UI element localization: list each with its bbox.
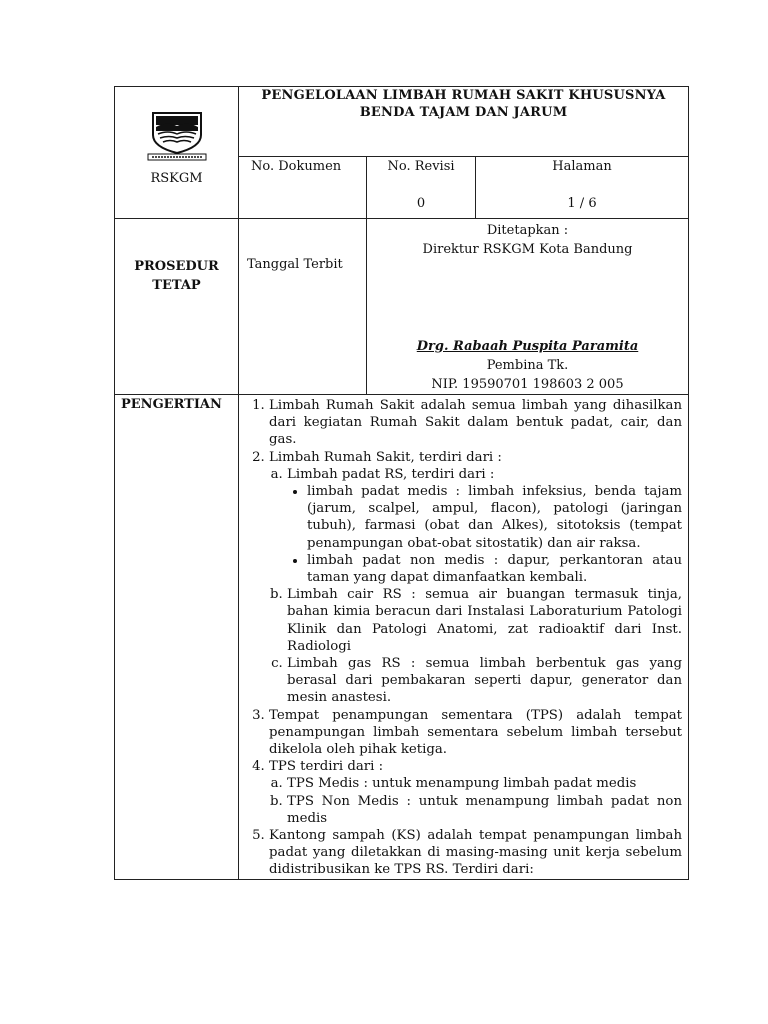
approval-cell: [367, 219, 689, 395]
sop-table: [114, 86, 689, 880]
definition-list: [245, 397, 682, 879]
prosedur-tetap-label: PROSEDUR TETAP: [115, 219, 239, 395]
list-item: c. Limbah gas RS : semua limbah berbentuk gas yang berasal dari pembakaran seperti dapur, generator dan mesin anastesi.: [287, 655, 682, 707]
halaman-cell: Halaman 1 / 6: [476, 157, 689, 219]
signatory-nip: NIP. 19590701 198603 2 005: [431, 377, 624, 392]
logo-label: RSKGM: [150, 171, 203, 186]
list-item: a. TPS Medis : untuk menampung limbah padat medis: [287, 775, 682, 792]
tanggal-terbit-cell: Tanggal Terbit: [239, 219, 367, 395]
signatory-name: Drg. Rabaah Puspita Paramita: [416, 339, 639, 354]
list-item: 1. Limbah Rumah Sakit adalah semua limbah yang dihasilkan dari kegiatan Rumah Sakit dalam bentuk padat, cair, dan gas.: [269, 397, 682, 449]
direktur-label: Direktur RSKGM Kota Bandung: [422, 242, 633, 257]
signatory-rank: Pembina Tk.: [486, 358, 569, 373]
city-emblem-icon: [144, 109, 210, 161]
list-item: b. Limbah cair RS : semua air buangan termasuk tinja, bahan kimia beracun dari Instalasi Laboraturium Patologi Klinik dan Patologi Anatomi, zat radioaktif dari Inst. Radiologi: [287, 586, 682, 655]
list-item: • limbah padat medis : limbah infeksius, benda tajam (jarum, scalpel, ampul, flacon), patologi (jaringan tubuh), farmasi (obat dan Alkes), sitotoksis (tempat penampungan obat-obat sitostatik) dan air raksa.: [307, 483, 682, 552]
list-item: b. TPS Non Medis : untuk menampung limbah padat non medis: [287, 793, 682, 827]
pengertian-label: PENGERTIAN: [115, 395, 239, 880]
list-item: 2. Limbah Rumah Sakit, terdiri dari : a. Limbah padat RS, terdiri dari : • limbah padat medis : limbah infeksius, benda tajam (jarum, scalpel, ampul, flacon), patologi (jaringan tubuh), farmasi (obat dan Alkes), sitotoksis (tempat penampungan obat-obat sitostatik) dan air raksa. • limbah padat non medis : dapur, perkantoran atau taman yang dapat dimanfaatkan kembali. b. Limbah cair RS : semua air buangan termasuk tinja, bahan kimia beracun dari Instalasi Laboraturium Patologi Klinik dan Patologi Anatomi, zat radioaktif dari Inst. Radiologi c. Limbah gas RS : semua limbah berbentuk gas yang berasal dari pembakaran seperti dapur, generator dan mesin anastesi.: [269, 449, 682, 707]
hospital-logo: [115, 109, 238, 165]
document-title: PENGELOLAAN LIMBAH RUMAH SAKIT KHUSUSNYA BENDA TAJAM DAN JARUM: [239, 87, 689, 157]
list-item: 4. TPS terdiri dari : a. TPS Medis : untuk menampung limbah padat medis b. TPS Non Medis : untuk menampung limbah padat non medis: [269, 758, 682, 827]
logo-cell: [115, 87, 239, 219]
pengertian-content: [239, 395, 689, 880]
list-item: a. Limbah padat RS, terdiri dari : • limbah padat medis : limbah infeksius, benda tajam (jarum, scalpel, ampul, flacon), patologi (jaringan tubuh), farmasi (obat dan Alkes), sitotoksis (tempat penampungan obat-obat sitostatik) dan air raksa. • limbah padat non medis : dapur, perkantoran atau taman yang dapat dimanfaatkan kembali.: [287, 466, 682, 586]
list-item: • limbah padat non medis : dapur, perkantoran atau taman yang dapat dimanfaatkan kembali.: [307, 552, 682, 586]
no-dokumen-cell: No. Dokumen: [239, 157, 367, 219]
list-item: 3. Tempat penampungan sementara (TPS) adalah tempat penampungan limbah sementara sebelum limbah tersebut dikelola oleh pihak ketiga.: [269, 707, 682, 759]
ditetapkan-label: Ditetapkan :: [486, 223, 569, 238]
list-item: 5. Kantong sampah (KS) adalah tempat penampungan limbah padat yang diletakkan di masing-masing unit kerja sebelum didistribusikan ke TPS RS. Terdiri dari:: [269, 827, 682, 879]
no-revisi-cell: No. Revisi 0: [367, 157, 476, 219]
